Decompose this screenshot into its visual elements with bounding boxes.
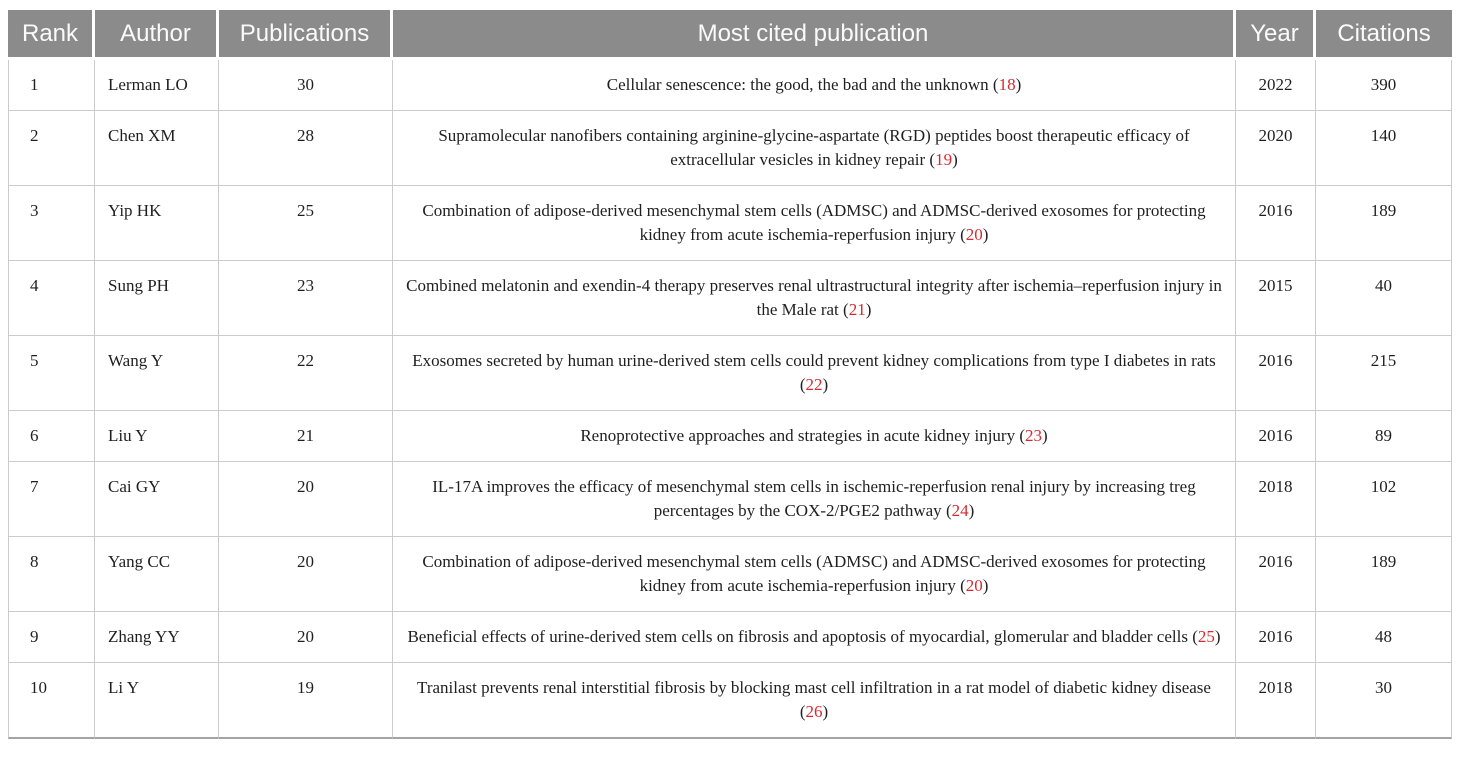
publications-cell bbox=[219, 336, 393, 411]
year-cell bbox=[1236, 336, 1316, 411]
publications-count: 25 bbox=[297, 201, 314, 220]
year-cell bbox=[1236, 111, 1316, 186]
year-cell bbox=[1236, 186, 1316, 261]
rank-cell bbox=[8, 186, 95, 261]
year-cell bbox=[1236, 261, 1316, 336]
citation-ref-close-paren: ) bbox=[1015, 75, 1022, 94]
citations-count: 48 bbox=[1375, 627, 1392, 646]
publication-title: Tranilast prevents renal interstitial fibrosis by blocking mast cell infiltration in a rat model of diabetic kidney disease bbox=[417, 678, 1211, 697]
citations-count: 140 bbox=[1370, 126, 1397, 145]
table-row bbox=[8, 261, 1452, 336]
rank-value: 5 bbox=[30, 351, 39, 370]
publication-title: Exosomes secreted by human urine-derived stem cells could prevent kidney complications from type I diabetes in rats bbox=[412, 351, 1216, 370]
publication-cell bbox=[393, 462, 1236, 537]
citation-ref-number: 22 bbox=[805, 375, 823, 394]
column-header-publications: Publications bbox=[219, 10, 393, 60]
author-cell bbox=[95, 336, 219, 411]
citation-ref-open-paren: ( bbox=[1015, 426, 1025, 445]
citation-ref-close-paren: ) bbox=[1042, 426, 1048, 445]
citation-ref-close-paren: ) bbox=[865, 300, 872, 319]
publication-cell bbox=[393, 60, 1236, 111]
author-name: Wang Y bbox=[108, 351, 164, 370]
publications-cell bbox=[219, 411, 393, 462]
table-row bbox=[8, 462, 1452, 537]
publication-cell bbox=[393, 336, 1236, 411]
citations-cell bbox=[1316, 261, 1452, 336]
publications-cell bbox=[219, 261, 393, 336]
citation-ref-open-paren: ( bbox=[955, 576, 966, 595]
publication-cell bbox=[393, 111, 1236, 186]
citation-ref-open-paren: ( bbox=[988, 75, 999, 94]
rank-value: 4 bbox=[30, 276, 39, 295]
table-row bbox=[8, 411, 1452, 462]
rank-cell bbox=[8, 612, 95, 663]
rank-cell bbox=[8, 336, 95, 411]
citation-ref-open-paren: ( bbox=[941, 501, 952, 520]
citations-count: 215 bbox=[1370, 351, 1397, 370]
publication-cell bbox=[393, 186, 1236, 261]
publications-count: 20 bbox=[297, 627, 314, 646]
citation-ref-close-paren: ) bbox=[982, 225, 989, 244]
year-value: 2016 bbox=[1258, 351, 1293, 370]
rank-value: 10 bbox=[30, 678, 47, 697]
author-cell bbox=[95, 186, 219, 261]
rank-value: 2 bbox=[30, 126, 39, 145]
rank-value: 1 bbox=[30, 75, 39, 94]
publication-title: Combination of adipose-derived mesenchymal stem cells (ADMSC) and ADMSC-derived exosomes for protecting kidney from acute ischemia-reperfusion injury bbox=[422, 552, 1206, 595]
author-name: Yang CC bbox=[108, 552, 171, 571]
citation-ref-close-paren: ) bbox=[822, 375, 829, 394]
rank-value: 8 bbox=[30, 552, 39, 571]
table-row bbox=[8, 663, 1452, 739]
publications-cell bbox=[219, 537, 393, 612]
year-cell bbox=[1236, 663, 1316, 739]
citations-count: 189 bbox=[1370, 552, 1397, 571]
year-value: 2022 bbox=[1258, 75, 1293, 94]
year-cell bbox=[1236, 612, 1316, 663]
citations-count: 30 bbox=[1375, 678, 1392, 697]
header-row bbox=[8, 10, 1452, 60]
citations-cell bbox=[1316, 336, 1452, 411]
author-cell bbox=[95, 537, 219, 612]
author-cell bbox=[95, 462, 219, 537]
table-row bbox=[8, 111, 1452, 186]
citation-ref-number: 21 bbox=[848, 300, 866, 319]
author-name: Chen XM bbox=[108, 126, 176, 145]
publication-title: Combination of adipose-derived mesenchymal stem cells (ADMSC) and ADMSC-derived exosomes for protecting kidney from acute ischemia-reperfusion injury bbox=[422, 201, 1206, 244]
year-value: 2018 bbox=[1258, 477, 1293, 496]
citation-ref-close-paren: ) bbox=[822, 702, 829, 721]
publication-title: Cellular senescence: the good, the bad and the unknown bbox=[606, 75, 989, 94]
citation-ref-open-paren: ( bbox=[838, 300, 849, 319]
publications-count: 19 bbox=[297, 678, 314, 697]
citation-ref-open-paren: ( bbox=[1187, 627, 1198, 646]
column-header-year: Year bbox=[1236, 10, 1316, 60]
rank-cell bbox=[8, 462, 95, 537]
citation-ref-number: 20 bbox=[965, 225, 983, 244]
publications-cell bbox=[219, 186, 393, 261]
publication-title: Beneficial effects of urine-derived stem cells on fibrosis and apoptosis of myocardial, glomerular and bladder cells bbox=[407, 627, 1188, 646]
citation-ref-number: 25 bbox=[1197, 627, 1215, 646]
citation-ref-open-paren: ( bbox=[955, 225, 966, 244]
citations-count: 189 bbox=[1370, 201, 1397, 220]
year-cell bbox=[1236, 60, 1316, 111]
publication-title: Combined melatonin and exendin-4 therapy preserves renal ultrastructural integrity after ischemia–reperfusion injury in the Male rat bbox=[406, 276, 1222, 319]
rank-value: 7 bbox=[30, 477, 39, 496]
rank-value: 9 bbox=[30, 627, 39, 646]
publications-count: 23 bbox=[297, 276, 314, 295]
citation-ref-close-paren: ) bbox=[968, 501, 975, 520]
rank-value: 3 bbox=[30, 201, 39, 220]
author-name: Lerman LO bbox=[108, 75, 188, 94]
publication-cell bbox=[393, 663, 1236, 739]
publications-count: 22 bbox=[297, 351, 314, 370]
author-ranking-table bbox=[8, 10, 1452, 739]
column-header-author: Author bbox=[95, 10, 219, 60]
rank-cell bbox=[8, 537, 95, 612]
year-cell bbox=[1236, 462, 1316, 537]
author-cell bbox=[95, 60, 219, 111]
citations-cell bbox=[1316, 612, 1452, 663]
citation-ref-number: 24 bbox=[951, 501, 969, 520]
author-name: Li Y bbox=[108, 678, 140, 697]
citation-ref-number: 26 bbox=[805, 702, 823, 721]
year-value: 2016 bbox=[1258, 552, 1293, 571]
rank-cell bbox=[8, 663, 95, 739]
publications-cell bbox=[219, 612, 393, 663]
rank-cell bbox=[8, 411, 95, 462]
publication-title: IL-17A improves the efficacy of mesenchymal stem cells in ischemic-reperfusion renal injury by increasing treg percentages by the COX-2/PGE2 pathway bbox=[432, 477, 1196, 520]
table-row bbox=[8, 186, 1452, 261]
table-header bbox=[8, 10, 1452, 60]
year-value: 2016 bbox=[1258, 627, 1293, 646]
citations-cell bbox=[1316, 462, 1452, 537]
citations-cell bbox=[1316, 60, 1452, 111]
publication-cell bbox=[393, 537, 1236, 612]
author-cell bbox=[95, 663, 219, 739]
author-cell bbox=[95, 612, 219, 663]
year-cell bbox=[1236, 411, 1316, 462]
publication-title: Renoprotective approaches and strategies in acute kidney injury bbox=[580, 426, 1016, 445]
author-name: Zhang YY bbox=[108, 627, 180, 646]
publication-cell bbox=[393, 261, 1236, 336]
publication-cell bbox=[393, 612, 1236, 663]
citation-ref-close-paren: ) bbox=[1214, 627, 1221, 646]
citation-ref-number: 20 bbox=[965, 576, 983, 595]
citation-ref-number: 18 bbox=[998, 75, 1016, 94]
publications-cell bbox=[219, 111, 393, 186]
table-body bbox=[8, 60, 1452, 739]
citations-count: 40 bbox=[1375, 276, 1392, 295]
author-name: Liu Y bbox=[108, 426, 148, 445]
table-row bbox=[8, 336, 1452, 411]
publication-title: Supramolecular nanofibers containing arginine-glycine-aspartate (RGD) peptides boost therapeutic efficacy of extracellular vesicles in kidney repair bbox=[438, 126, 1190, 169]
citations-cell bbox=[1316, 663, 1452, 739]
citation-ref-open-paren: ( bbox=[799, 702, 806, 721]
table-row bbox=[8, 612, 1452, 663]
publications-cell bbox=[219, 60, 393, 111]
citations-cell bbox=[1316, 411, 1452, 462]
citation-ref-number: 23 bbox=[1025, 426, 1042, 445]
publications-cell bbox=[219, 663, 393, 739]
year-value: 2016 bbox=[1258, 426, 1293, 445]
citations-cell bbox=[1316, 537, 1452, 612]
rank-cell bbox=[8, 261, 95, 336]
author-cell bbox=[95, 111, 219, 186]
publications-count: 28 bbox=[297, 126, 314, 145]
citation-ref-close-paren: ) bbox=[952, 150, 958, 169]
citation-ref-close-paren: ) bbox=[982, 576, 989, 595]
author-name: Cai GY bbox=[108, 477, 161, 496]
author-cell bbox=[95, 261, 219, 336]
publications-cell bbox=[219, 462, 393, 537]
publications-count: 30 bbox=[297, 75, 314, 94]
publications-count: 21 bbox=[297, 426, 314, 445]
column-header-rank: Rank bbox=[8, 10, 95, 60]
publication-cell bbox=[393, 411, 1236, 462]
citations-count: 102 bbox=[1370, 477, 1397, 496]
year-cell bbox=[1236, 537, 1316, 612]
table-row bbox=[8, 60, 1452, 111]
rank-cell bbox=[8, 111, 95, 186]
citations-count: 89 bbox=[1375, 426, 1392, 445]
rank-value: 6 bbox=[30, 426, 39, 445]
year-value: 2015 bbox=[1258, 276, 1293, 295]
column-header-citations: Citations bbox=[1316, 10, 1452, 60]
citation-ref-open-paren: ( bbox=[799, 375, 806, 394]
publications-count: 20 bbox=[297, 477, 314, 496]
citations-cell bbox=[1316, 111, 1452, 186]
citation-ref-number: 19 bbox=[935, 150, 953, 169]
column-header-most-cited-publication: Most cited publication bbox=[393, 10, 1236, 60]
year-value: 2018 bbox=[1258, 678, 1293, 697]
year-value: 2020 bbox=[1258, 126, 1293, 145]
table-row bbox=[8, 537, 1452, 612]
citations-cell bbox=[1316, 186, 1452, 261]
author-name: Yip HK bbox=[108, 201, 162, 220]
publications-count: 20 bbox=[297, 552, 314, 571]
rank-cell bbox=[8, 60, 95, 111]
year-value: 2016 bbox=[1258, 201, 1293, 220]
citations-count: 390 bbox=[1370, 75, 1397, 94]
author-cell bbox=[95, 411, 219, 462]
citation-ref-open-paren: ( bbox=[925, 150, 936, 169]
author-name: Sung PH bbox=[108, 276, 169, 295]
